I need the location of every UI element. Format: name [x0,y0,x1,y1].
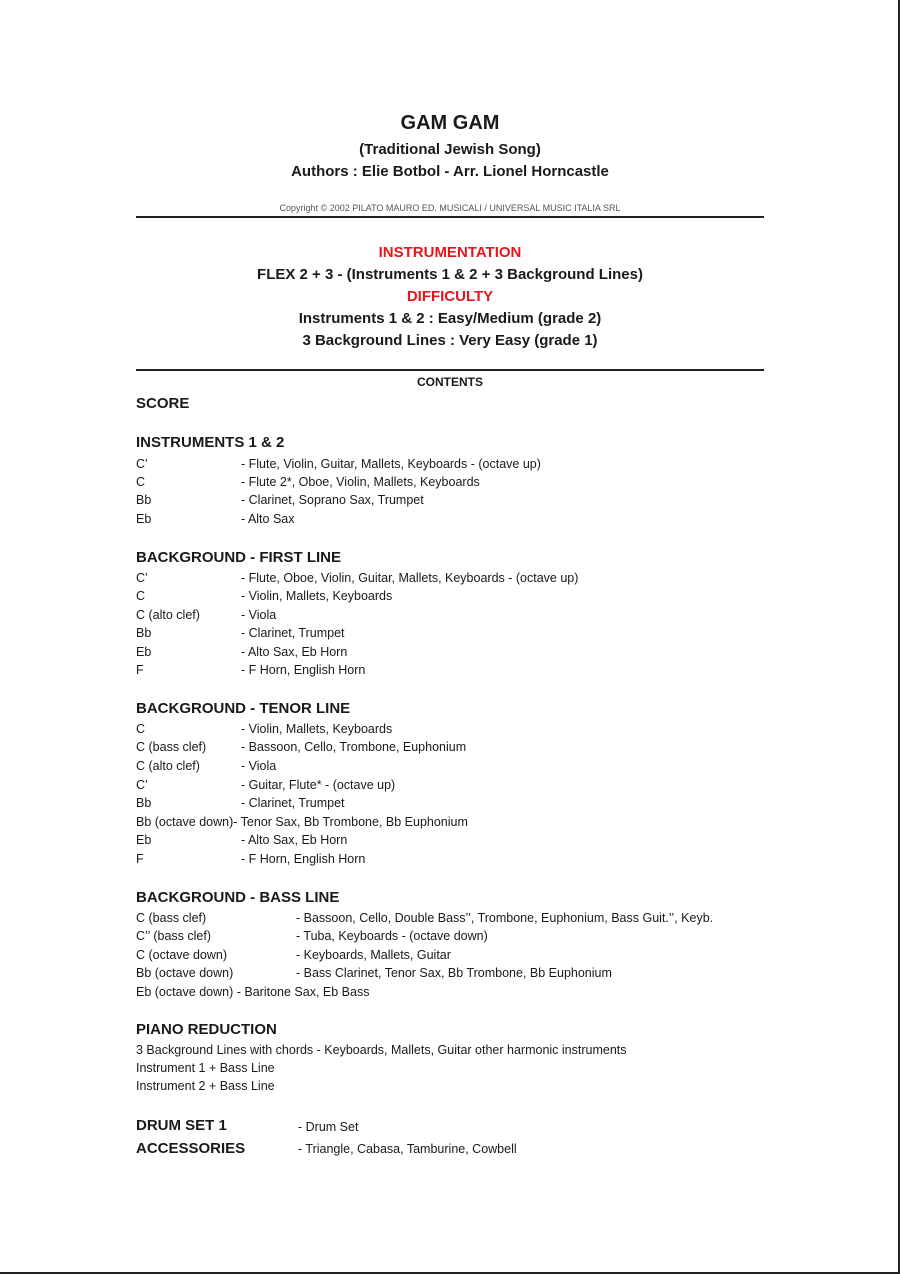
clef-key: Eb [136,512,152,526]
instrument-list: - Clarinet, Trumpet [241,626,345,640]
instrument-list: - Tuba, Keyboards - (octave down) [296,929,488,943]
instrument-list: - Flute, Oboe, Violin, Guitar, Mallets, Keyboards - (octave up) [241,571,579,585]
difficulty-instruments: Instruments 1 & 2 : Easy/Medium (grade 2) [298,310,602,327]
section-instruments-title: INSTRUMENTS 1 & 2 [136,434,285,451]
clef-key: C’ [136,778,148,792]
instrumentation-value: FLEX 2 + 3 - (Instruments 1 & 2 + 3 Background Lines) [257,266,643,283]
instrument-list: - Alto Sax [241,512,295,526]
instrument-list: - F Horn, English Horn [241,852,366,866]
clef-key: Eb [136,833,152,847]
instrumentation-label: INSTRUMENTATION [378,244,522,261]
clef-key: F [136,852,144,866]
copyright-notice: Copyright © 2002 PILATO MAURO ED. MUSICALI / UNIVERSAL MUSIC ITALIA SRL [279,203,621,213]
instrument-list: - Keyboards, Mallets, Guitar [296,948,451,962]
clef-key: C (octave down) [136,948,228,962]
instrument-list: - Viola [241,608,277,622]
clef-key: C [136,722,146,736]
song-subtitle: (Traditional Jewish Song) [359,141,541,158]
instrument-list: - Viola [241,759,277,773]
instrument-list: - Violin, Mallets, Keyboards [241,589,393,603]
clef-key: C’’ (bass clef) [136,929,212,943]
instrument-list: - Alto Sax, Eb Horn [241,833,348,847]
instrument-list: - Flute 2*, Oboe, Violin, Mallets, Keyboards [241,475,480,489]
song-authors: Authors : Elie Botbol - Arr. Lionel Horncastle [291,163,609,180]
section-bass-line-title: BACKGROUND - BASS LINE [136,889,340,906]
instrument-list: - Bassoon, Cello, Double Bass’’, Trombone, Euphonium, Bass Guit.’’, Keyb. [296,911,714,925]
piano-line: 3 Background Lines with chords - Keyboards, Mallets, Guitar other harmonic instruments [136,1043,627,1057]
drum-set-value: - Drum Set [298,1120,359,1134]
piano-line: Instrument 2 + Bass Line [136,1079,275,1093]
piano-line: Instrument 1 + Bass Line [136,1061,275,1075]
contents-heading: CONTENTS [417,375,483,389]
instrument-list: - Bass Clarinet, Tenor Sax, Bb Trombone, Bb Euphonium [296,966,612,980]
accessories-value: - Triangle, Cabasa, Tamburine, Cowbell [298,1142,517,1156]
clef-key: C [136,475,146,489]
clef-key: C (bass clef) [136,740,207,754]
difficulty-label: DIFFICULTY [406,288,494,305]
clef-key: C [136,589,146,603]
drum-set-title: DRUM SET 1 [136,1117,227,1134]
clef-key: C (bass clef) [136,911,207,925]
section-first-line-title: BACKGROUND - FIRST LINE [136,549,341,566]
clef-key: C’ [136,571,148,585]
clef-key: Bb [136,493,152,507]
clef-key: Bb (octave down) [136,966,234,980]
instrument-list: - Clarinet, Trumpet [241,796,345,810]
clef-key: Bb (octave down)- Tenor Sax, Bb Trombone, Bb Euphonium [136,815,468,829]
instrument-list: - Bassoon, Cello, Trombone, Euphonium [241,740,467,754]
divider-top [136,216,764,218]
section-tenor-line-title: BACKGROUND - TENOR LINE [136,700,351,717]
instrument-list: - Guitar, Flute* - (octave up) [241,778,396,792]
clef-key: C (alto clef) [136,759,200,773]
instrument-list: - Violin, Mallets, Keyboards [241,722,393,736]
accessories-title: ACCESSORIES [136,1140,246,1157]
instrument-list: - F Horn, English Horn [241,663,366,677]
difficulty-background: 3 Background Lines : Very Easy (grade 1) [302,332,598,349]
instrument-list: - Flute, Violin, Guitar, Mallets, Keyboards - (octave up) [241,457,541,471]
score-heading: SCORE [136,395,190,412]
clef-key: C’ [136,457,148,471]
song-title: GAM GAM [400,112,500,134]
clef-key: Eb [136,645,152,659]
clef-key: Eb (octave down) - Baritone Sax, Eb Bass [136,985,370,999]
clef-key: C (alto clef) [136,608,200,622]
instrument-list: - Clarinet, Soprano Sax, Trumpet [241,493,424,507]
clef-key: F [136,663,144,677]
instrument-list: - Alto Sax, Eb Horn [241,645,348,659]
divider-contents [136,369,764,371]
section-piano-title: PIANO REDUCTION [136,1021,277,1038]
clef-key: Bb [136,796,152,810]
clef-key: Bb [136,626,152,640]
